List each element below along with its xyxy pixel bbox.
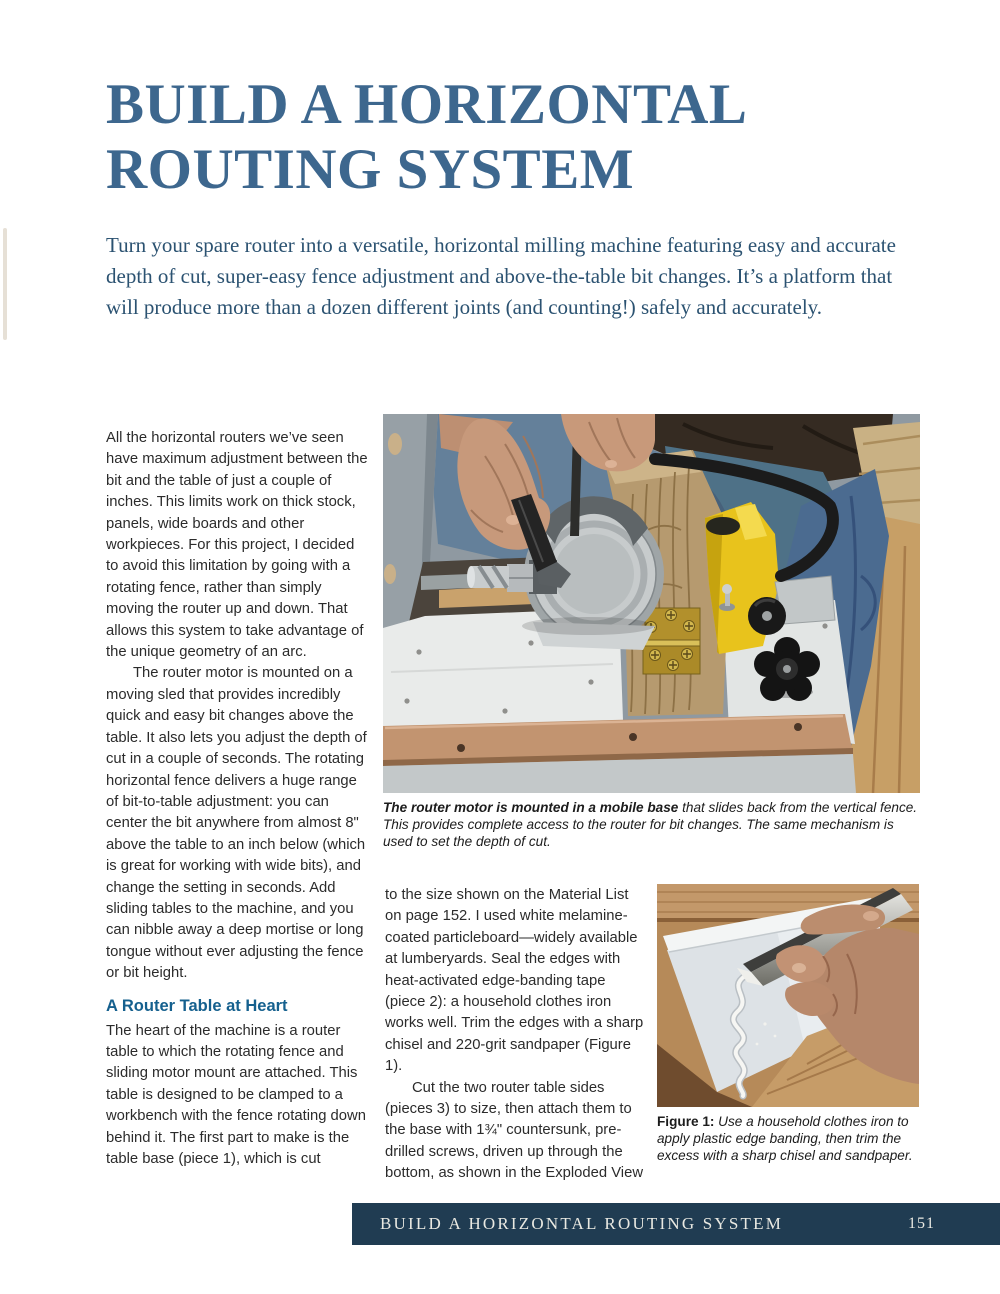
caption-lead: The router motor is mounted in a mobile base <box>383 800 679 815</box>
figure1-label: Figure 1: <box>657 1114 715 1129</box>
footer-bar <box>352 1203 1000 1245</box>
scan-edge-artifact <box>3 228 7 340</box>
left-column <box>106 428 368 1170</box>
main-photo <box>383 414 920 793</box>
middle-column <box>385 885 645 1185</box>
footer-title: BUILD A HORIZONTAL ROUTING SYSTEM <box>380 1214 784 1233</box>
body-paragraph-2: The router motor is mounted on a moving sled that provides incredibly quick and easy bit changes above the table. It also lets you adjust the depth of cut in a couple of seconds. The rotating horizontal fence delivers a huge range of bit-to-table adjustment: you can center the bit anywhere from almost 8" above the table to an inch below (which is great for working with wide bits), and change the setting in seconds. Add sliding tables to the machine, and you can nibble away a deep mortise or long tongue without ever adjusting the fence or bit height. <box>106 665 367 982</box>
body-paragraph-3: The heart of the machine is a router table to which the rotating fence and sliding motor mount are attached. This table is designed to be clamped to a workbench with the fence rotating down behind it. The first part to make is the table base (piece 1), which is cut <box>106 1022 366 1167</box>
page-title <box>106 72 747 202</box>
figure1-photo <box>657 884 919 1107</box>
intro-paragraph: Turn your spare router into a versatile, horizontal milling machine featuring easy and accurate depth of cut, super-easy fence adjustment and above-the-table bit changes. It’s a platform that will produce more than a dozen different joints (and counting!) safely and accurately. <box>106 233 896 319</box>
main-photo-caption <box>383 799 920 850</box>
body-paragraph-4: to the size shown on the Material List on page 152. I used white melamine-coated particleboard—widely available at lumberyards. Seal the edges with heat-activated edge-banding tape (piece 2): a household clothes iron works well. Trim the edges with a sharp chisel and 220-grit sandpaper (Figure 1). <box>385 887 644 1075</box>
title-line-1: BUILD A HORIZONTAL <box>106 73 748 136</box>
figure1-caption <box>657 1113 921 1164</box>
caption-rest: that slides back from the vertical fence. This provides complete access to the router for bit changes. The same mechanism is used to set the depth of cut. <box>383 800 918 849</box>
footer-page-number: 151 <box>908 1215 935 1232</box>
body-paragraph-5: Cut the two router table sides (pieces 3) to size, then attach them to the base with 1¾" countersunk, pre-drilled screws, driven up through the bottom, as shown in the Exploded View <box>385 1079 644 1182</box>
brass-hinge <box>643 608 700 674</box>
main-photo-illustration <box>383 414 920 793</box>
figure1-illustration <box>657 884 919 1107</box>
title-line-2: ROUTING SYSTEM <box>106 138 635 201</box>
figure1-text: Use a household clothes iron to apply plastic edge banding, then trim the excess with a sharp chisel and sandpaper. <box>657 1114 913 1163</box>
body-paragraph-1: All the horizontal routers we’ve seen have maximum adjustment between the bit and the table of just a couple of inches. This limits work on thick stock, panels, wide boards and other workpieces. For this project, I decided to avoid this limitation by going with a rotating fence, rather than simply moving the router up and down. That allows this system to take advantage of the unique geometry of an arc. <box>106 430 368 661</box>
section-heading: A Router Table at Heart <box>106 996 288 1015</box>
